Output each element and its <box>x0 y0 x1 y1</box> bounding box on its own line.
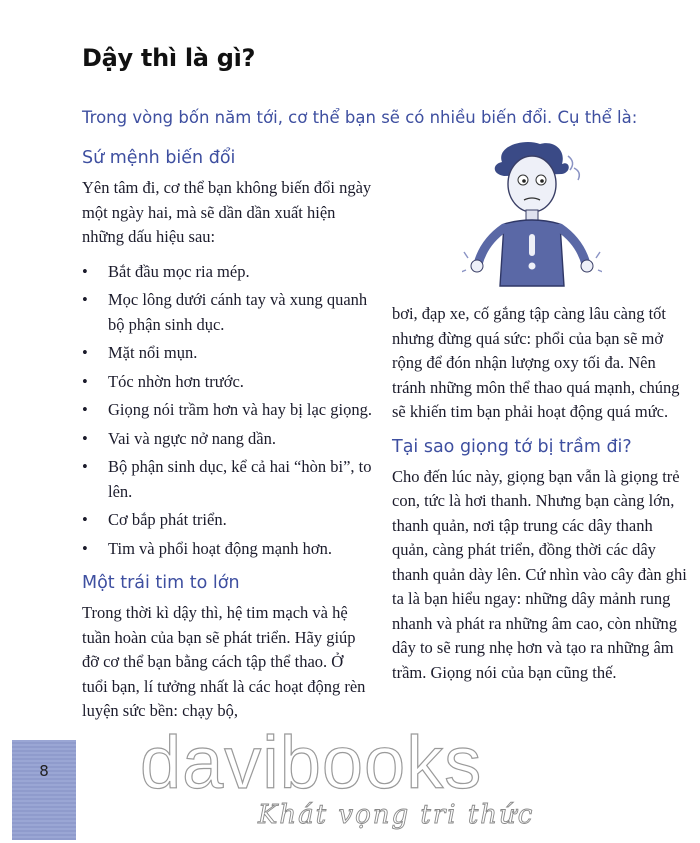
page-number-tab <box>12 740 76 840</box>
paragraph-heart-continued: bơi, đạp xe, cố gắng tập càng lâu càng tốt nhưng đừng quá sức: phổi của bạn sẽ mở rộng để đón nhận lượng oxy tối đa. Nên tránh những môn thể thao quá mạnh, chúng sẽ khiến tim bạn phải hoạt động quá mức. <box>392 304 680 421</box>
right-column <box>392 302 690 685</box>
list-item: • Mặt nổi mụn. <box>82 341 372 366</box>
section-heading-heart: Một trái tim to lớn <box>82 573 240 593</box>
watermark-slogan: Khát vọng tri thức <box>258 800 535 830</box>
bullet-icon: • <box>82 290 88 309</box>
bullet-icon: • <box>82 428 88 448</box>
left-column <box>82 148 372 724</box>
bullet-icon: • <box>82 510 88 529</box>
paragraph-changes-intro: Yên tâm đi, cơ thể bạn không biến đổi ngày một ngày hai, mà sẽ dần dần xuất hiện những dấu hiệu sau: <box>82 178 372 246</box>
list-item: • Bộ phận sinh dục, kể cả hai “hòn bi”, to lên. <box>82 457 372 501</box>
list-item: • Giọng nói trầm hơn và hay bị lạc giọng. <box>82 398 372 423</box>
list-item: • Bắt đầu mọc ria mép. <box>82 260 372 285</box>
section-heading-voice: Tại sao giọng tớ bị trầm đi? <box>392 436 632 457</box>
bullet-icon: • <box>82 538 88 558</box>
bullet-icon: • <box>82 400 88 419</box>
section-heading-changes: Sứ mệnh biến đổi <box>82 148 236 168</box>
list-item: • Mọc lông dưới cánh tay và xung quanh bộ phận sinh dục. <box>82 290 368 334</box>
paragraph-voice: Cho đến lúc này, giọng bạn vẫn là giọng trẻ con, tức là hơi thanh. Nhưng bạn càng lớn, thanh quản, nơi tập trung các dây thanh quản, càng phát triển, đồng thời các dây thanh quản dày lên. Cứ nhìn vào cây đàn ghi ta là bạn hiểu ngay: những dây mảnh rung nhanh và phát ra những âm cao, còn những dây to sẽ rung nhẹ hơn và tạo ra những âm trầm. Giọng nói của bạn cũng thế. <box>392 466 687 682</box>
watermark-brand: davibooks <box>140 721 483 804</box>
bullet-icon: • <box>82 457 88 476</box>
list-item: • Vai và ngực nở nang dần. <box>82 427 372 452</box>
bullet-icon: • <box>82 343 88 362</box>
list-item: • Tóc nhờn hơn trước. <box>82 370 372 395</box>
boy-illustration <box>462 138 602 290</box>
list-item: • Cơ bắp phát triển. <box>82 508 372 533</box>
intro-sentence: Trong vòng bốn năm tới, cơ thể bạn sẽ có nhiều biến đổi. Cụ thể là: <box>82 108 638 127</box>
list-item: • Tim và phổi hoạt động mạnh hơn. <box>82 537 372 562</box>
paragraph-heart: Trong thời kì dậy thì, hệ tim mạch và hệ tuần hoàn của bạn sẽ phát triển. Hãy giúp đỡ cơ thể bạn bằng cách tập thể thao. Ở tuổi bạn, lí tưởng nhất là các hoạt động rèn luyện sức bền: chạy bộ, <box>82 603 366 720</box>
page-title: Dậy thì là gì? <box>82 44 256 72</box>
changes-list <box>82 260 372 562</box>
bullet-icon: • <box>82 261 88 281</box>
page-number: 8 <box>39 762 49 780</box>
bullet-icon: • <box>82 371 88 391</box>
